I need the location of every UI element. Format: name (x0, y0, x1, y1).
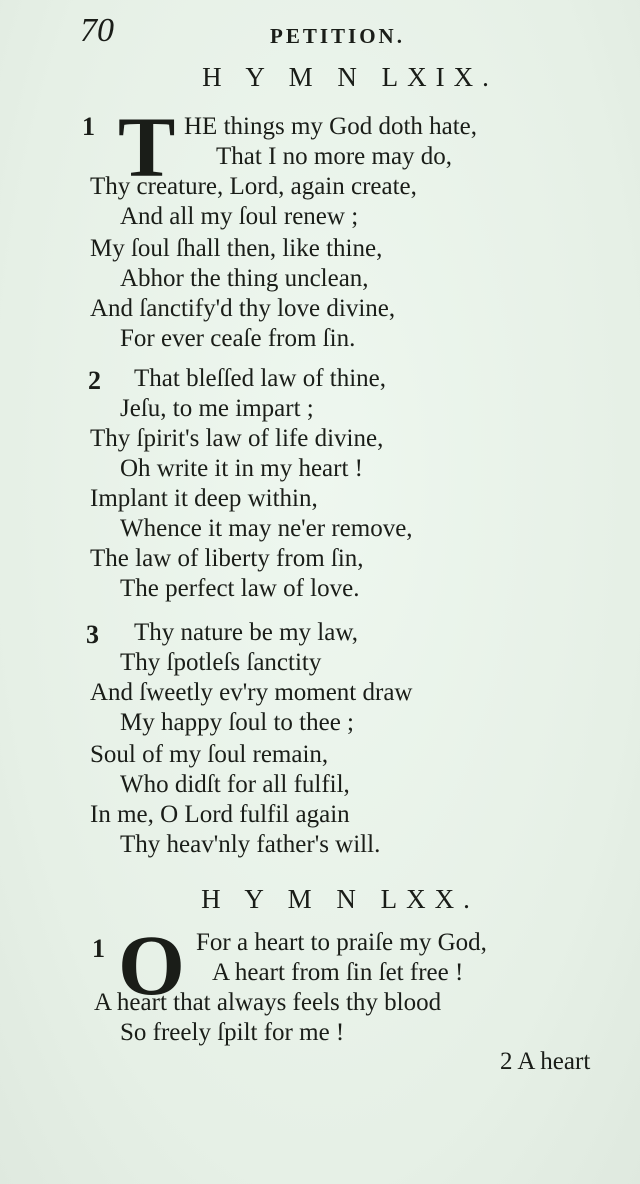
verse-line: Abhor the thing unclean, (120, 265, 369, 292)
hymn-title-lxix: H Y M N LXIX. (202, 62, 498, 92)
stanza-number: 3 (86, 620, 99, 649)
page-header (0, 8, 640, 52)
verse-line: A heart that always feels thy blood (94, 989, 442, 1016)
stanza-number: 1 (92, 934, 105, 963)
verse-line: The perfect law of love. (120, 575, 360, 602)
running-title: PETITION. (270, 24, 405, 48)
verse-line: A heart from ſin ſet free ! (212, 959, 464, 986)
verse-line: Implant it deep within, (90, 485, 318, 512)
drop-cap: O (118, 917, 185, 1013)
verse-line: And ſweetly ev'ry moment draw (90, 679, 413, 706)
stanza-number: 2 (88, 366, 101, 395)
verse-line: Oh write it in my heart ! (120, 455, 363, 482)
verse-line: Thy nature be my law, (134, 619, 358, 646)
catchword: 2 A heart (500, 1048, 591, 1075)
verse-line: That bleſſed law of thine, (134, 365, 387, 392)
verse-line: And all my ſoul renew ; (120, 203, 359, 230)
stanza-number: 1 (82, 112, 95, 141)
drop-cap: T (118, 99, 176, 195)
verse-line: Jeſu, to me impart ; (120, 395, 314, 422)
verse-line: HE things my God doth hate, (184, 113, 478, 140)
verse-line: Who didſt for all fulfil, (120, 771, 350, 798)
verse-line: Thy ſpotleſs ſanctity (120, 649, 322, 676)
verse-line: In me, O Lord fulfil again (90, 801, 350, 828)
verse-line: That I no more may do, (216, 143, 453, 170)
hymn-title-lxx: H Y M N LXX. (201, 884, 479, 914)
verse-line: Soul of my ſoul remain, (90, 741, 329, 768)
verse-line: Whence it may ne'er remove, (120, 515, 413, 542)
page-number: 70 (80, 12, 114, 49)
verse-line: Thy heav'nly father's will. (120, 831, 381, 858)
verse-line: And ſanctify'd thy love divine, (90, 295, 396, 322)
verse-line: The law of liberty from ſin, (90, 545, 364, 572)
verse-line: My happy ſoul to thee ; (120, 709, 354, 736)
verse-line: For a heart to praiſe my God, (196, 929, 487, 956)
verse-line: My ſoul ſhall then, like thine, (90, 235, 383, 262)
verse-line: So freely ſpilt for me ! (120, 1019, 345, 1046)
verse-line: For ever ceaſe from ſin. (120, 325, 356, 352)
verse-line: Thy ſpirit's law of life divine, (90, 425, 384, 452)
verse-line: Thy creature, Lord, again create, (90, 173, 417, 200)
